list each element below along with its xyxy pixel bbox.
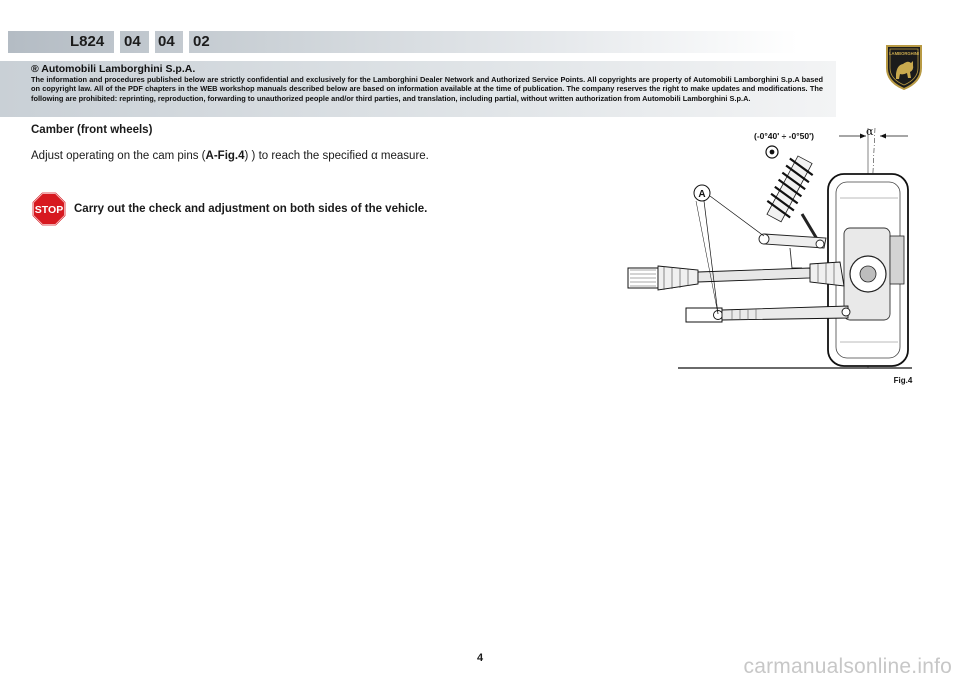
- cv-boot-outer: [810, 262, 844, 286]
- camber-figure: [614, 118, 928, 390]
- callout-a-leader-upper: [710, 196, 764, 236]
- callout-a-label: A: [698, 189, 706, 200]
- section-title: Camber (front wheels): [31, 124, 153, 136]
- instruction-suffix: ) ) to reach the specified α measure.: [244, 150, 429, 162]
- warning-text: Carry out the check and adjustment on both sides of the vehicle.: [74, 203, 428, 215]
- header-code-subgroup: 04: [158, 33, 175, 50]
- brake-caliper: [890, 236, 904, 284]
- header-separator: [114, 31, 120, 53]
- figure-caption: Fig.4: [893, 376, 913, 385]
- copyright-notice: The information and procedures published below are strictly confidential and exclusively for the Lamborghini Dealer Network and Authorized Service Points. All copyrights are property of Automobili Lamborghini S.p.A based on copyright law. All of the PDF chapters in the WEB workshop manuals described below are based on information available at the time of publication. The company reserves the right to make updates and modifications. The following are prohibited: reprinting, reproduction, forwarding to unauthorized people and/or third parties, and translation, including partial, without written authorization from Automobili Lamborghini S.p.A.: [31, 75, 823, 103]
- lower-control-arm: [722, 306, 848, 320]
- callout-a-leader-lower: [704, 201, 718, 314]
- copyright-title: ® Automobili Lamborghini S.p.A.: [31, 63, 196, 75]
- logo-text: LAMBORGHINI: [888, 51, 920, 56]
- header-separator: [149, 31, 155, 53]
- alpha-label: α: [866, 125, 874, 138]
- stop-sign-icon: [31, 191, 67, 227]
- header-code-model: L824: [70, 33, 105, 50]
- instruction-text: [31, 150, 429, 162]
- instruction-prefix: Adjust operating on the cam pins (: [31, 150, 206, 162]
- watermark-text: carmanualsonline.info: [743, 655, 952, 678]
- stop-sign-label: STOP: [34, 203, 64, 216]
- camber-range-label: (-0°40' ÷ -0°50'): [754, 131, 814, 141]
- header-separator: [183, 31, 189, 53]
- lamborghini-bull-shield-icon: [884, 44, 924, 90]
- page-number: 4: [476, 652, 484, 664]
- coil-spring: [762, 153, 818, 224]
- header-code-group: 04: [124, 33, 141, 50]
- figure-reference: A-Fig.4: [205, 150, 245, 162]
- drive-shaft: [698, 268, 810, 282]
- header-code-section: 02: [193, 33, 210, 50]
